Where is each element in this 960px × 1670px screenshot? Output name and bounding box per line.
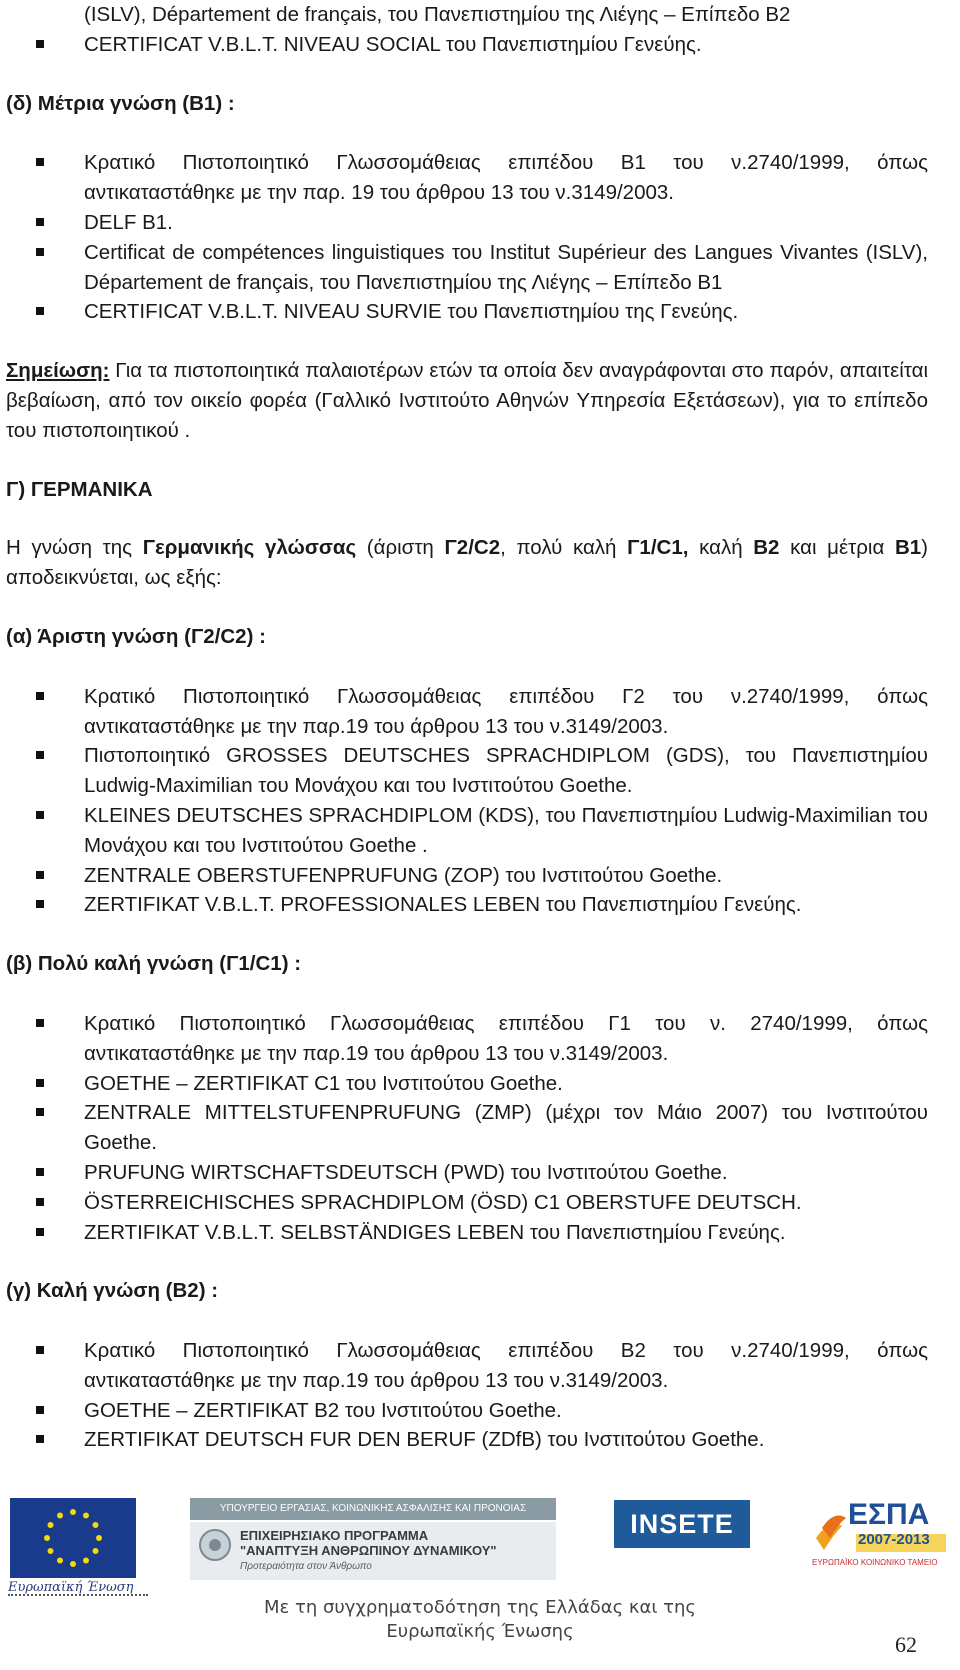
french-b1-list — [6, 148, 928, 327]
section-title-german: Γ) ΓΕΡΜΑΝΙΚΑ — [6, 477, 153, 501]
bullet-square-icon — [36, 218, 44, 226]
list-item — [6, 0, 928, 30]
bullet-square-icon — [36, 1079, 44, 1087]
bullet-square-icon — [36, 900, 44, 908]
list-item — [6, 861, 928, 891]
eu-caption: Ευρωπαϊκή Ένωση — [8, 1580, 134, 1595]
list-item-text: Κρατικό Πιστοποιητικό Γλωσσομάθειας επιπέδου Γ2 του ν.2740/1999, όπως αντικαταστάθηκε με την παρ.19 του άρθρου 13 του ν.3149/2003. — [84, 684, 928, 738]
german-c1-list — [6, 1009, 928, 1247]
list-item — [6, 1009, 928, 1069]
bullet-square-icon — [36, 1406, 44, 1414]
list-item-text: CERTIFICAT V.B.L.T. NIVEAU SURVIE του Πανεπιστημίου της Γενεύης. — [84, 300, 739, 324]
section-heading-german-c2: (α) Άριστη γνώση (Γ2/C2) : — [6, 624, 266, 648]
list-item-text: ZENTRALE OBERSTUFENPRUFUNG (ZOP) του Ινστιτούτου Goethe. — [84, 863, 723, 887]
espa-subtitle: ΕΥΡΩΠΑΪΚΟ ΚΟΙΝΩΝΙΚΟ ΤΑΜΕΙΟ — [812, 1558, 938, 1567]
section-heading-german-c1: (β) Πολύ καλή γνώση (Γ1/C1) : — [6, 952, 302, 976]
list-item-text: GOETHE – ZERTIFIKAT C1 του Ινστιτούτου Goethe. — [84, 1071, 563, 1095]
intro-text: και μέτρια — [779, 536, 895, 560]
espa-title: ΕΣΠΑ — [848, 1498, 930, 1531]
bullet-square-icon — [36, 158, 44, 166]
bullet-square-icon — [36, 248, 44, 256]
bullet-square-icon — [36, 1168, 44, 1176]
bullet-square-icon — [36, 871, 44, 879]
list-item — [6, 1218, 928, 1248]
insete-logo: INSETE — [614, 1500, 750, 1548]
note-text: Για τα πιστοποιητικά παλαιοτέρων ετών τα οποία δεν αναγράφονται στο παρόν, απαιτείται βεβαίωση, από τον οικείο φορέα (Γαλλικό Ινστιτούτο Αθηνών Υπηρεσία Εξετάσεων), για το επίπεδο του πιστοποιητικού . — [6, 359, 928, 442]
bullet-square-icon — [36, 1108, 44, 1116]
list-item — [6, 801, 928, 861]
top-continued-list — [6, 0, 928, 60]
list-item — [6, 238, 928, 298]
intro-bold: Γ1/C1, — [627, 536, 689, 560]
intro-bold: Γερμανικής γλώσσας — [142, 536, 357, 560]
bullet-square-icon — [36, 1346, 44, 1354]
eu-stars-icon — [10, 1498, 136, 1578]
list-item — [6, 741, 928, 801]
list-item-text: CERTIFICAT V.B.L.T. NIVEAU SOCIAL του Πανεπιστημίου Γενεύης. — [84, 32, 702, 56]
bullet-square-icon — [36, 692, 44, 700]
list-item-text: Κρατικό Πιστοποιητικό Γλωσσομάθειας επιπέδου Β1 του ν.2740/1999, όπως αντικαταστάθηκε με την παρ. 19 του άρθρου 13 του ν.3149/2003. — [84, 151, 928, 205]
list-item — [6, 890, 928, 920]
list-item-text: Πιστοποιητικό GROSSES DEUTSCHES SPRACHDIPLOM (GDS), του Πανεπιστημίου Ludwig-Maximilian του Μονάχου και του Ινστιτούτου Goethe. — [84, 744, 928, 798]
list-item — [6, 1069, 928, 1099]
list-item-text: ÖSTERREICHISCHES SPRACHDIPLOM (ÖSD) C1 OBERSTUFE DEUTSCH. — [84, 1190, 802, 1214]
intro-text: Η γνώση της — [6, 536, 143, 560]
list-item — [6, 1396, 928, 1426]
german-c2-list — [6, 682, 928, 920]
bullet-square-icon — [36, 307, 44, 315]
ministry-header: ΥΠΟΥΡΓΕΙΟ ΕΡΓΑΣΙΑΣ, ΚΟΙΝΩΝΙΚΗΣ ΑΣΦΑΛΙΣΗΣ ΚΑΙ ΠΡΟΝΟΙΑΣ — [190, 1498, 556, 1520]
list-item — [6, 682, 928, 742]
list-item — [6, 1188, 928, 1218]
list-item-text: Κρατικό Πιστοποιητικό Γλωσσομάθειας επιπέδου Γ1 του ν. 2740/1999, όπως αντικαταστάθηκε με την παρ.19 του άρθρου 13 του ν.3149/2003. — [84, 1011, 928, 1065]
german-intro-paragraph — [6, 533, 928, 593]
list-item-text: ZERTIFIKAT DEUTSCH FUR DEN BERUF (ZDfB) του Ινστιτούτου Goethe. — [84, 1428, 765, 1452]
intro-text: , πολύ καλή — [500, 536, 628, 560]
bullet-square-icon — [36, 1198, 44, 1206]
ministry-line: ΕΠΙΧΕΙΡΗΣΙΑΚΟ ΠΡΟΓΡΑΜΜΑ — [240, 1528, 429, 1543]
bullet-square-icon — [36, 811, 44, 819]
list-item-text: ZERTIFIKAT V.B.L.T. PROFESSIONALES LEBEN του Πανεπιστημίου Γενεύης. — [84, 893, 802, 917]
intro-bold: Γ2/C2 — [444, 536, 501, 560]
section-heading-french-b1: (δ) Μέτρια γνώση (Β1) : — [6, 91, 235, 115]
list-item-text: DELF B1. — [84, 210, 173, 234]
ministry-line: "ΑΝΑΠΤΥΞΗ ΑΝΘΡΩΠΙΝΟΥ ΔΥΝΑΜΙΚΟΥ" — [240, 1543, 497, 1558]
eu-caption-underline — [8, 1594, 148, 1604]
ministry-tagline: Προτεραιότητα στον Άνθρωπο — [240, 1561, 372, 1572]
list-item-text: Certificat de compétences linguistiques του Institut Supérieur des Langues Vivantes (ISLV), Département de français, του Πανεπιστημίου της Λιέγης – Επίπεδο B1 — [84, 240, 928, 294]
footer-logos — [0, 1488, 960, 1670]
document-body — [6, 0, 928, 1455]
list-item-text: KLEINES DEUTSCHES SPRACHDIPLOM (KDS), του Πανεπιστημίου Ludwig-Maximilian του Μονάχου και του Ινστιτούτου Goethe . — [84, 803, 928, 857]
espa-years: 2007-2013 — [858, 1531, 930, 1548]
german-b2-list — [6, 1336, 928, 1455]
list-item — [6, 1425, 928, 1455]
list-item — [6, 30, 928, 60]
intro-text: καλή — [688, 536, 754, 560]
page-number: 62 — [895, 1632, 917, 1657]
bullet-square-icon — [36, 1435, 44, 1443]
cofund-line: Με τη συγχρηματοδότηση της Ελλάδας και της — [264, 1597, 696, 1618]
note-paragraph — [6, 356, 928, 445]
list-item — [6, 148, 928, 208]
list-item — [6, 1098, 928, 1158]
intro-text: (άριστη — [356, 536, 445, 560]
cofunding-statement — [240, 1596, 720, 1644]
note-label: Σημείωση: — [6, 359, 110, 383]
list-item — [6, 1336, 928, 1396]
list-item-text: GOETHE – ZERTIFIKAT B2 του Ινστιτούτου Goethe. — [84, 1398, 562, 1422]
bullet-square-icon — [36, 751, 44, 759]
intro-bold: Β2 — [753, 536, 780, 560]
section-heading-german-b2: (γ) Καλή γνώση (Β2) : — [6, 1279, 219, 1303]
list-item-text: ZERTIFIKAT V.B.L.T. SELBSTÄNDIGES LEBEN του Πανεπιστημίου Γενεύης. — [84, 1220, 786, 1244]
list-item — [6, 1158, 928, 1188]
list-item-text: ZENTRALE MITTELSTUFENPRUFUNG (ZMP) (μέχρι τον Μάιο 2007) του Ινστιτούτου Goethe. — [84, 1101, 928, 1155]
intro-bold: Β1 — [894, 536, 922, 560]
bullet-square-icon — [36, 1019, 44, 1027]
ministry-emblem-icon — [198, 1528, 232, 1562]
cofund-line: Ευρωπαϊκής Ένωσης — [386, 1621, 574, 1642]
list-item — [6, 208, 928, 238]
ministry-programme-title — [240, 1528, 550, 1558]
list-item-text: PRUFUNG WIRTSCHAFTSDEUTSCH (PWD) του Ινστιτούτου Goethe. — [84, 1160, 728, 1184]
list-item-text: (ISLV), Département de français, του Πανεπιστημίου της Λιέγης – Επίπεδο B2 — [84, 3, 791, 26]
list-item — [6, 297, 928, 327]
bullet-square-icon — [36, 40, 44, 48]
bullet-square-icon — [36, 1228, 44, 1236]
intro-text: ) αποδεικνύεται, ως εξής: — [6, 536, 928, 590]
list-item-text: Κρατικό Πιστοποιητικό Γλωσσομάθειας επιπέδου Β2 του ν.2740/1999, όπως αντικαταστάθηκε με την παρ.19 του άρθρου 13 του ν.3149/2003. — [84, 1339, 928, 1392]
eu-flag-logo — [10, 1498, 136, 1578]
